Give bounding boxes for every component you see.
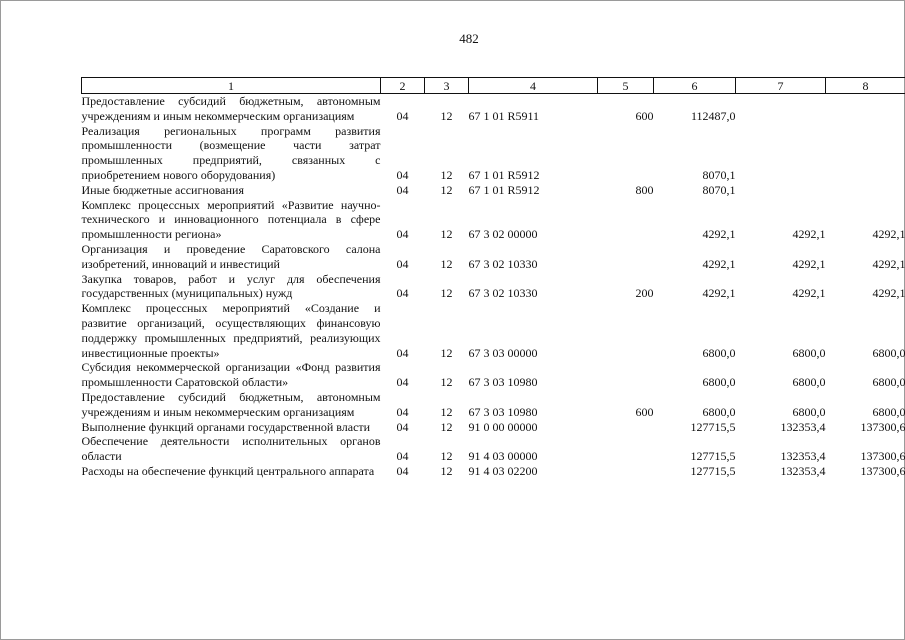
table-row xyxy=(82,434,905,464)
table-row xyxy=(82,360,905,390)
row-amount-year3 xyxy=(826,124,905,183)
row-section: 04 xyxy=(396,286,409,301)
row-amount-year1: 127715,5 xyxy=(690,463,736,478)
row-target-code: 67 3 02 10330 xyxy=(468,286,538,301)
row-amount-year3: 4292,1 xyxy=(872,227,905,242)
row-amount-year2 xyxy=(736,124,826,183)
row-name: Обеспечение деятельности исполнительных органов области xyxy=(81,434,381,464)
row-section: 04 xyxy=(396,167,409,182)
row-amount-year2: 132353,4 xyxy=(780,449,826,464)
row-subsection: 12 xyxy=(440,404,453,419)
row-amount-year1: 127715,5 xyxy=(690,419,736,434)
row-target-code: 67 1 01 R5912 xyxy=(468,167,540,182)
table-row xyxy=(82,124,905,183)
row-amount-year1: 6800,0 xyxy=(702,404,736,419)
row-expense-type xyxy=(598,464,654,479)
row-target-code: 91 4 03 00000 xyxy=(468,449,538,464)
column-header: 6 xyxy=(654,78,736,94)
row-name: Закупка товаров, работ и услуг для обеспечения государственных (муниципальных) нужд xyxy=(81,271,381,301)
row-target-code: 91 0 00 00000 xyxy=(468,419,538,434)
row-amount-year3 xyxy=(826,183,905,198)
row-amount-year2 xyxy=(736,94,826,124)
row-name: Предоставление субсидий бюджетным, автономным учреждениям и иным некоммерческим организациям xyxy=(81,94,381,123)
row-expense-type: 200 xyxy=(635,286,654,301)
row-section: 04 xyxy=(396,227,409,242)
row-expense-type xyxy=(598,434,654,464)
table-row xyxy=(82,242,905,272)
row-amount-year1: 127715,5 xyxy=(690,449,736,464)
table-row xyxy=(82,198,905,242)
row-expense-type: 600 xyxy=(635,404,654,419)
column-header: 5 xyxy=(598,78,654,94)
budget-table xyxy=(81,77,905,479)
row-amount-year2: 6800,0 xyxy=(792,404,826,419)
row-name: Реализация региональных программ развития промышленности (возмещение части затрат промышленных предприятий, связанных с приобретением нового оборудования) xyxy=(81,123,381,182)
row-amount-year1: 4292,1 xyxy=(702,227,736,242)
row-name: Предоставление субсидий бюджетным, автономным учреждениям и иным некоммерческим организациям xyxy=(81,389,381,419)
row-amount-year2: 6800,0 xyxy=(792,375,826,390)
row-name: Субсидия некоммерческой организации «Фонд развития промышленности Саратовской области» xyxy=(81,360,381,390)
table-row xyxy=(82,272,905,302)
column-header: 8 xyxy=(826,78,905,94)
row-expense-type xyxy=(598,360,654,390)
row-expense-type xyxy=(598,198,654,242)
row-amount-year3: 4292,1 xyxy=(872,256,905,271)
row-expense-type xyxy=(598,124,654,183)
column-header: 7 xyxy=(736,78,826,94)
row-section: 04 xyxy=(396,419,409,434)
page-number: 482 xyxy=(459,31,479,46)
row-amount-year2: 132353,4 xyxy=(780,463,826,478)
row-section: 04 xyxy=(396,449,409,464)
row-name: Организация и проведение Саратовского салона изобретений, инноваций и инвестиций xyxy=(81,241,381,271)
row-amount-year2: 4292,1 xyxy=(792,286,826,301)
row-amount-year1: 8070,1 xyxy=(702,167,736,182)
row-amount-year1: 112487,0 xyxy=(690,108,736,123)
column-header: 1 xyxy=(82,78,381,94)
row-subsection: 12 xyxy=(440,419,453,434)
row-amount-year3: 6800,0 xyxy=(872,345,905,360)
row-amount-year1: 6800,0 xyxy=(702,345,736,360)
row-amount-year2: 4292,1 xyxy=(792,227,826,242)
row-section: 04 xyxy=(396,375,409,390)
row-section: 04 xyxy=(396,108,409,123)
row-amount-year3: 137300,6 xyxy=(860,449,905,464)
row-amount-year2: 4292,1 xyxy=(792,256,826,271)
row-expense-type xyxy=(598,301,654,360)
row-expense-type: 600 xyxy=(635,108,654,123)
row-amount-year1: 8070,1 xyxy=(702,182,736,197)
table-row xyxy=(82,390,905,420)
table-row xyxy=(82,301,905,360)
column-header: 4 xyxy=(469,78,598,94)
row-subsection: 12 xyxy=(440,167,453,182)
table-row xyxy=(82,94,905,124)
row-subsection: 12 xyxy=(440,256,453,271)
table-row xyxy=(82,183,905,198)
row-amount-year3: 137300,6 xyxy=(860,419,905,434)
row-amount-year1: 6800,0 xyxy=(702,375,736,390)
row-subsection: 12 xyxy=(440,463,453,478)
row-subsection: 12 xyxy=(440,182,453,197)
row-section: 04 xyxy=(396,404,409,419)
row-name: Комплекс процессных мероприятий «Развитие научно-технического и инновационного потенциала в сфере промышленности региона» xyxy=(81,197,381,242)
row-amount-year3: 6800,0 xyxy=(872,404,905,419)
row-section: 04 xyxy=(396,345,409,360)
row-name: Расходы на обеспечение функций центрального аппарата xyxy=(81,463,375,478)
row-expense-type xyxy=(598,242,654,272)
row-amount-year3 xyxy=(826,94,905,124)
row-amount-year1: 4292,1 xyxy=(702,256,736,271)
row-target-code: 67 3 02 00000 xyxy=(468,227,538,242)
row-name: Иные бюджетные ассигнования xyxy=(81,182,244,197)
row-subsection: 12 xyxy=(440,227,453,242)
row-section: 04 xyxy=(396,182,409,197)
row-target-code: 67 1 01 R5912 xyxy=(468,182,540,197)
row-amount-year2: 132353,4 xyxy=(780,419,826,434)
table-row xyxy=(82,420,905,435)
row-expense-type: 800 xyxy=(635,182,654,197)
row-target-code: 67 3 03 10980 xyxy=(468,404,538,419)
row-subsection: 12 xyxy=(440,108,453,123)
row-target-code: 67 3 03 10980 xyxy=(468,375,538,390)
row-target-code: 67 3 03 00000 xyxy=(468,345,538,360)
row-target-code: 67 1 01 R5911 xyxy=(468,108,540,123)
row-name: Комплекс процессных мероприятий «Создание и развитие организаций, осуществляющих финансовую поддержку промышленных предприятий, реализующих инвестиционные проекты» xyxy=(81,301,381,360)
row-subsection: 12 xyxy=(440,375,453,390)
row-subsection: 12 xyxy=(440,345,453,360)
row-target-code: 91 4 03 02200 xyxy=(468,463,538,478)
row-section: 04 xyxy=(396,463,409,478)
header-row xyxy=(82,78,905,94)
row-amount-year1: 4292,1 xyxy=(702,286,736,301)
row-name: Выполнение функций органами государственной власти xyxy=(81,419,371,434)
column-header: 3 xyxy=(425,78,469,94)
row-expense-type xyxy=(598,420,654,435)
row-target-code: 67 3 02 10330 xyxy=(468,256,538,271)
row-subsection: 12 xyxy=(440,286,453,301)
row-amount-year3: 4292,1 xyxy=(872,286,905,301)
row-section: 04 xyxy=(396,256,409,271)
table-row xyxy=(82,464,905,479)
column-header: 2 xyxy=(381,78,425,94)
row-amount-year3: 137300,6 xyxy=(860,463,905,478)
row-subsection: 12 xyxy=(440,449,453,464)
row-amount-year2 xyxy=(736,183,826,198)
row-amount-year3: 6800,0 xyxy=(872,375,905,390)
row-amount-year2: 6800,0 xyxy=(792,345,826,360)
